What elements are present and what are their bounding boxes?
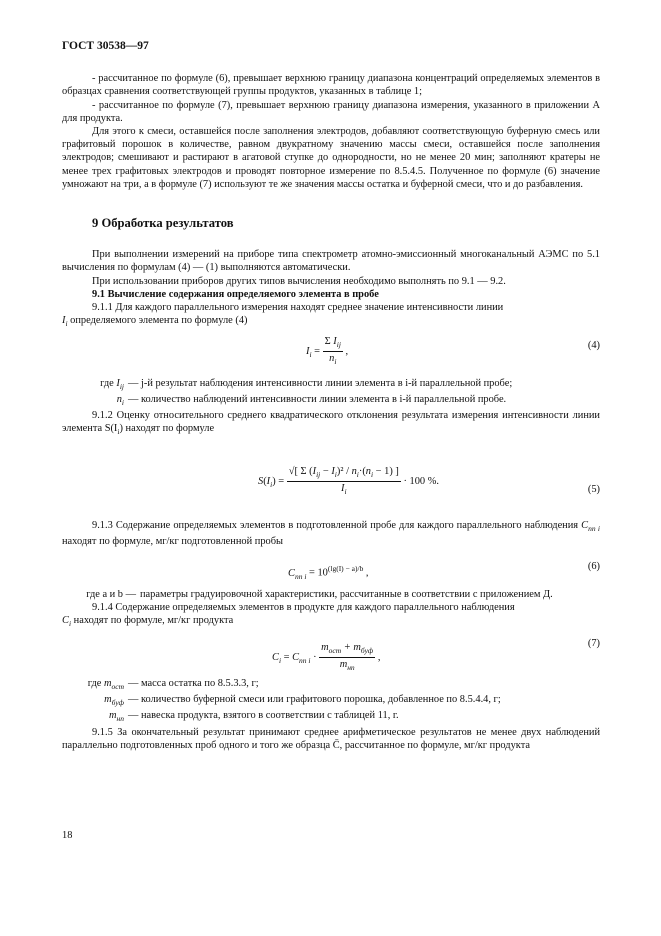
section-title: 9 Обработка результатов [92, 216, 234, 231]
document-header: ГОСТ 30538—97 [62, 40, 149, 52]
paragraph-other-devices: При использовании приборов других типов вычисления необходимо выполнять по 9.1 — 9.2. [92, 275, 506, 287]
paragraph-dilution: Для этого к смеси, оставшейся после заполнения электродов, добавляют соответствующую буферную смесь или графитовый порошок в количестве, равном двукратному значению массы смеси, оставшейся после заполнения электродов; смешивают и растирают в агатовой ступке до однородности, но не менее 20 мин; заполняют кратеры не менее трех графитовых электродов и проводят повторное измерение по 8.5.4.5. Полученное по формуле (6) значение умножают на три, а в формуле (7) используют те же значения массы остатка и буферной смеси, что и до разбавления. [62, 126, 600, 190]
where-7-c: $m_{нп}$ — навеска продукта, взятого в соответствии с таблицей 11, г. [109, 710, 399, 724]
formula-5: $S(I_i)$ = $\frac{√[ \Sigma (I_{ij} - I_i)^2 / n_i\cdot(n_i - 1) ]}{I_i}$ · 100 %. (5) [258, 465, 600, 496]
formula-4: $I_i$ = $\frac{\Sigma I_{ij}}{n_i}$ , (4) [306, 335, 600, 366]
paragraph-9-1-1-cont: $I_i$ определяемого элемента по формуле (4) [62, 315, 248, 329]
where-7-b: $m_{буф}$ — количество буферной смеси или графитового порошка, добавленное по 8.5.4.4, г; [104, 694, 501, 708]
bullet-1: - рассчитанное по формуле (6), превышает верхнюю границу диапазона концентраций определяемых элементов в образцах сравнения соответствующей группы продуктов, указанных в таблице 1; [62, 73, 600, 98]
paragraph-9-1-2: 9.1.2 Оценку относительного среднего квадратического отклонения результата измерения интенсивности линии элемента $S(I_i)$ находят по формуле [62, 410, 600, 437]
paragraph-9-1-5: 9.1.5 За окончательный результат принимают среднее арифметическое результатов не менее двух наблюдений параллельно подготовленных проб одного и того же образца C̄, рассчитанное по формуле, мг/кг продукта [62, 726, 600, 751]
where-4-b: $n_i$ — количество наблюдений интенсивности линии элемента в i-й параллельной пробе. [116, 393, 507, 407]
paragraph-9-1-1: 9.1.1 Для каждого параллельного измерения находят среднее значение интенсивности линии [92, 302, 504, 314]
document-page [62, 40, 600, 752]
where-7-a: где $m_{ост}$ — масса остатка по 8.5.3.3, г; [87, 677, 259, 691]
formula-6-number: (6) [587, 561, 600, 573]
formula-4-number: (4) [587, 339, 600, 351]
bullet-2: - рассчитанное по формуле (7), превышает верхнюю границу диапазона измерения, указанного в приложении А для продукта. [62, 99, 600, 124]
subsection-9-1: 9.1 Вычисление содержания определяемого элемента в пробе [92, 288, 379, 300]
where-4-a: где $I_{ij}$ — j-й результат наблюдения интенсивности линии элемента в i-й параллельной пробе; [100, 377, 513, 391]
paragraph-9-1-4: 9.1.4 Содержание определяемых элементов в продукте для каждого параллельного наблюдения [92, 602, 515, 614]
where-6: где a и b — параметры градуировочной характеристики, рассчитанные в соответствии с приложением Д. [86, 589, 553, 601]
paragraph-9-1-3: 9.1.3 Содержание определяемых элементов в подготовленной пробе для каждого параллельного наблюдения $C_{пп i}$ находят по формуле, мг/кг подготовленной пробы [62, 519, 600, 547]
paragraph-aems: При выполнении измерений на приборе типа спектрометр атомно-эмиссионный многоканальный АЭМС по 5.1 вычисления по формулам (4) — (1) выполняются автоматически. [62, 249, 600, 274]
formula-7-number: (7) [587, 637, 600, 649]
formula-5-number: (5) [587, 483, 600, 495]
paragraph-9-1-4-cont: $C_i$ находят по формуле, мг/кг продукта [62, 615, 234, 629]
formula-6: $C_{пп i} = 10^{(lg(I) - a)/b}$ , (6) [288, 561, 600, 581]
formula-7: $C_i = C_{пп i}$ · $\frac{m_{ост} + m_{буф}}{m_{нп}}$ , (7) [272, 637, 600, 673]
page-number: 18 [62, 830, 73, 841]
